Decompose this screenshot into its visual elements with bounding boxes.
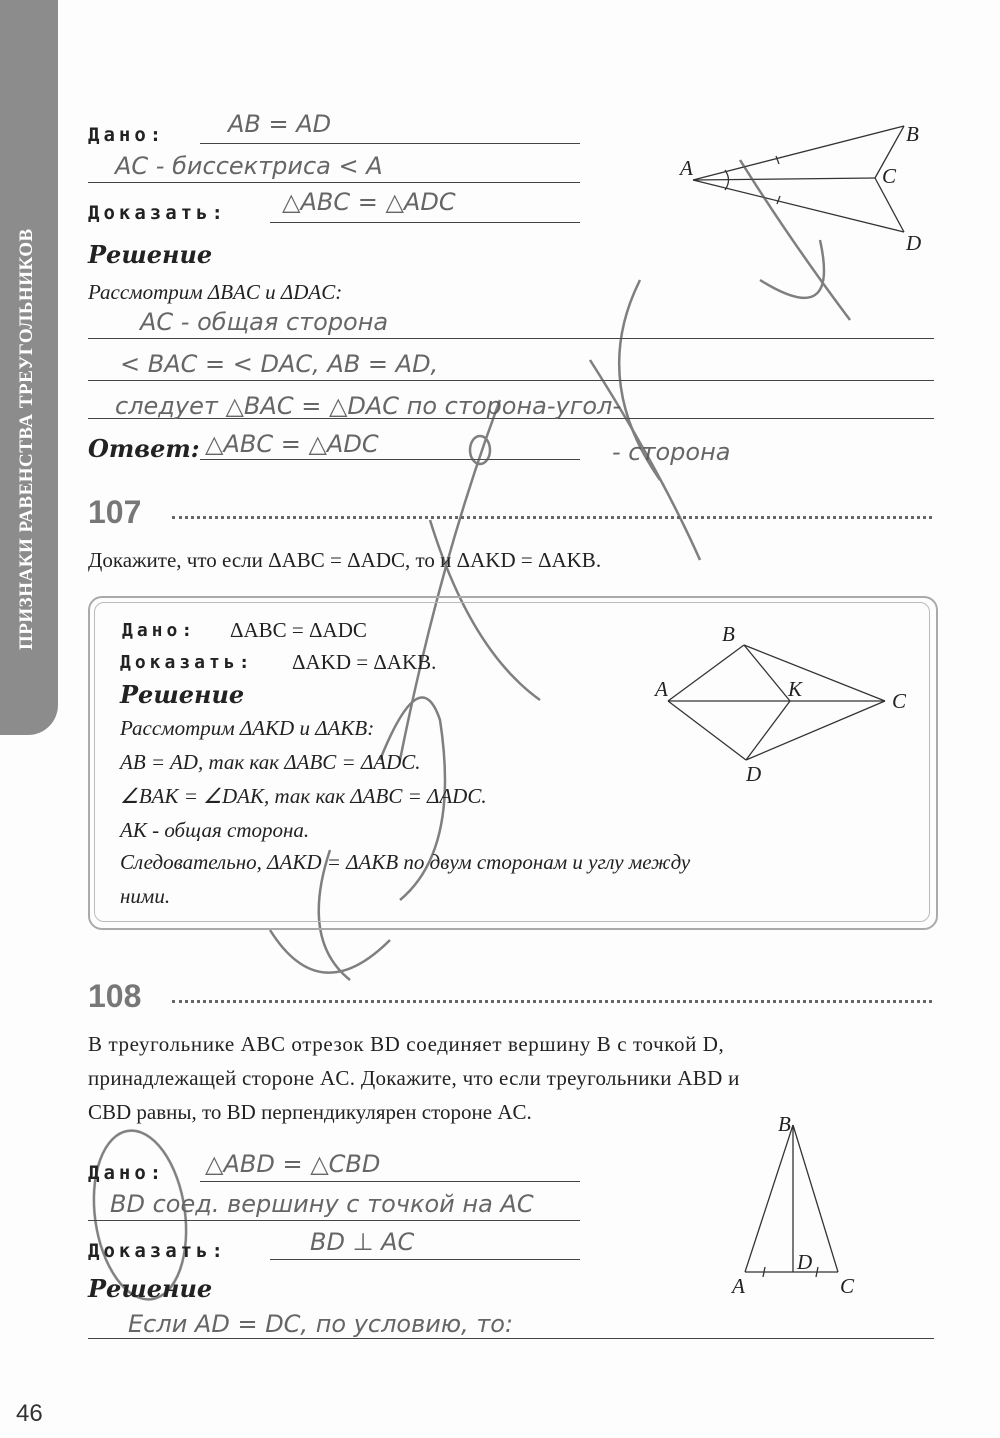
problem-107-task: Докажите, что если ΔABC = ΔADC, то и ΔAKD = ΔAKB. [88, 548, 602, 572]
consider-text: Рассмотрим ΔBAC и ΔDAC: [88, 280, 343, 304]
figure-label-c: C [882, 164, 897, 188]
figure-label-b: B [906, 122, 919, 146]
figure-label-k: K [788, 677, 803, 701]
solution-line: AK - общая сторона. [120, 818, 310, 842]
chapter-title: ПРИЗНАКИ РАВЕНСТВА ТРЕУГОЛЬНИКОВ [16, 228, 37, 650]
handwritten-given-2: AC - биссектриса < A [115, 152, 383, 180]
solution-heading: Решение [88, 240, 213, 269]
answer-label: Ответ: [88, 434, 200, 463]
figure-label-b: B [722, 622, 735, 646]
figure-label-b: B [778, 1112, 791, 1136]
handwritten-line-2: < BAC = < DAC, AB = AD, [120, 350, 439, 378]
handwritten-prove: △ABC = △ADC [282, 188, 456, 216]
handwritten-line-1: AC - общая сторона [140, 308, 389, 336]
given-label: Дано: [88, 1162, 166, 1184]
figure-label-c: C [840, 1274, 855, 1298]
figure-label-d: D [797, 1250, 813, 1274]
handwritten-answer: △ABC = △ADC [205, 430, 379, 458]
page-number: 46 [16, 1400, 43, 1427]
solution-line: ними. [120, 884, 171, 908]
figure-label-a: A [732, 1274, 745, 1298]
answer-line [88, 1220, 580, 1221]
figure-label-a: A [680, 156, 693, 180]
solution-line: ∠BAK = ∠DAK, так как ΔABC = ΔADC. [120, 784, 487, 808]
solution-heading: Решение [88, 1274, 213, 1303]
figure-label-d: D [746, 762, 762, 786]
answer-line [270, 1259, 580, 1260]
problem-number-107: 107 [88, 494, 142, 530]
handwritten-given-2: BD соед. вершину с точкой на AC [110, 1190, 534, 1218]
problem-108-task-line: В треугольнике ABC отрезок BD соединяет вершину B с точкой D, [88, 1032, 725, 1056]
handwritten-line-3: следует △BAC = △DAC по сторона-угол- [115, 392, 622, 420]
kite-figure-106 [693, 126, 904, 232]
dotted-rule [172, 516, 932, 519]
given-label: Дано: [122, 620, 197, 641]
handwritten-solution-line: Если AD = DC, по условию, то: [128, 1310, 514, 1338]
solution-line: Рассмотрим ΔAKD и ΔAKB: [120, 716, 375, 740]
given-label: Дано: [88, 124, 166, 146]
problem-108-task-line: CBD равны, то BD перпендикулярен стороне AC. [88, 1100, 532, 1124]
given-value: ΔABC = ΔADC [230, 618, 367, 642]
handwritten-prove: BD ⊥ AC [310, 1228, 415, 1256]
triangle-figure-108 [745, 1125, 838, 1277]
problem-108-task-line: принадлежащей стороне AC. Докажите, что если треугольники ABD и [88, 1066, 740, 1090]
prove-label: Доказать: [88, 202, 227, 224]
solution-heading: Решение [120, 680, 245, 709]
prove-label: Доказать: [88, 1240, 227, 1262]
prove-value: ΔAKD = ΔAKB. [292, 650, 437, 674]
solution-line: AB = AD, так как ΔABC = ΔADC. [120, 750, 421, 774]
answer-line [200, 1181, 580, 1182]
handwritten-given-1: AB = AD [228, 110, 332, 138]
figure-label-c: C [892, 689, 907, 713]
figure-label-a: A [655, 677, 668, 701]
figure-label-d: D [906, 231, 922, 255]
solution-line: Следовательно, ΔAKD = ΔAKB по двум сторонам и углу между [120, 850, 691, 874]
dotted-rule [172, 1000, 932, 1003]
answer-line [88, 1338, 934, 1339]
prove-label: Доказать: [120, 652, 254, 673]
handwritten-given-1: △ABD = △CBD [205, 1150, 381, 1178]
problem-number-108: 108 [88, 978, 142, 1014]
handwritten-answer-extra: - сторона [612, 438, 731, 466]
